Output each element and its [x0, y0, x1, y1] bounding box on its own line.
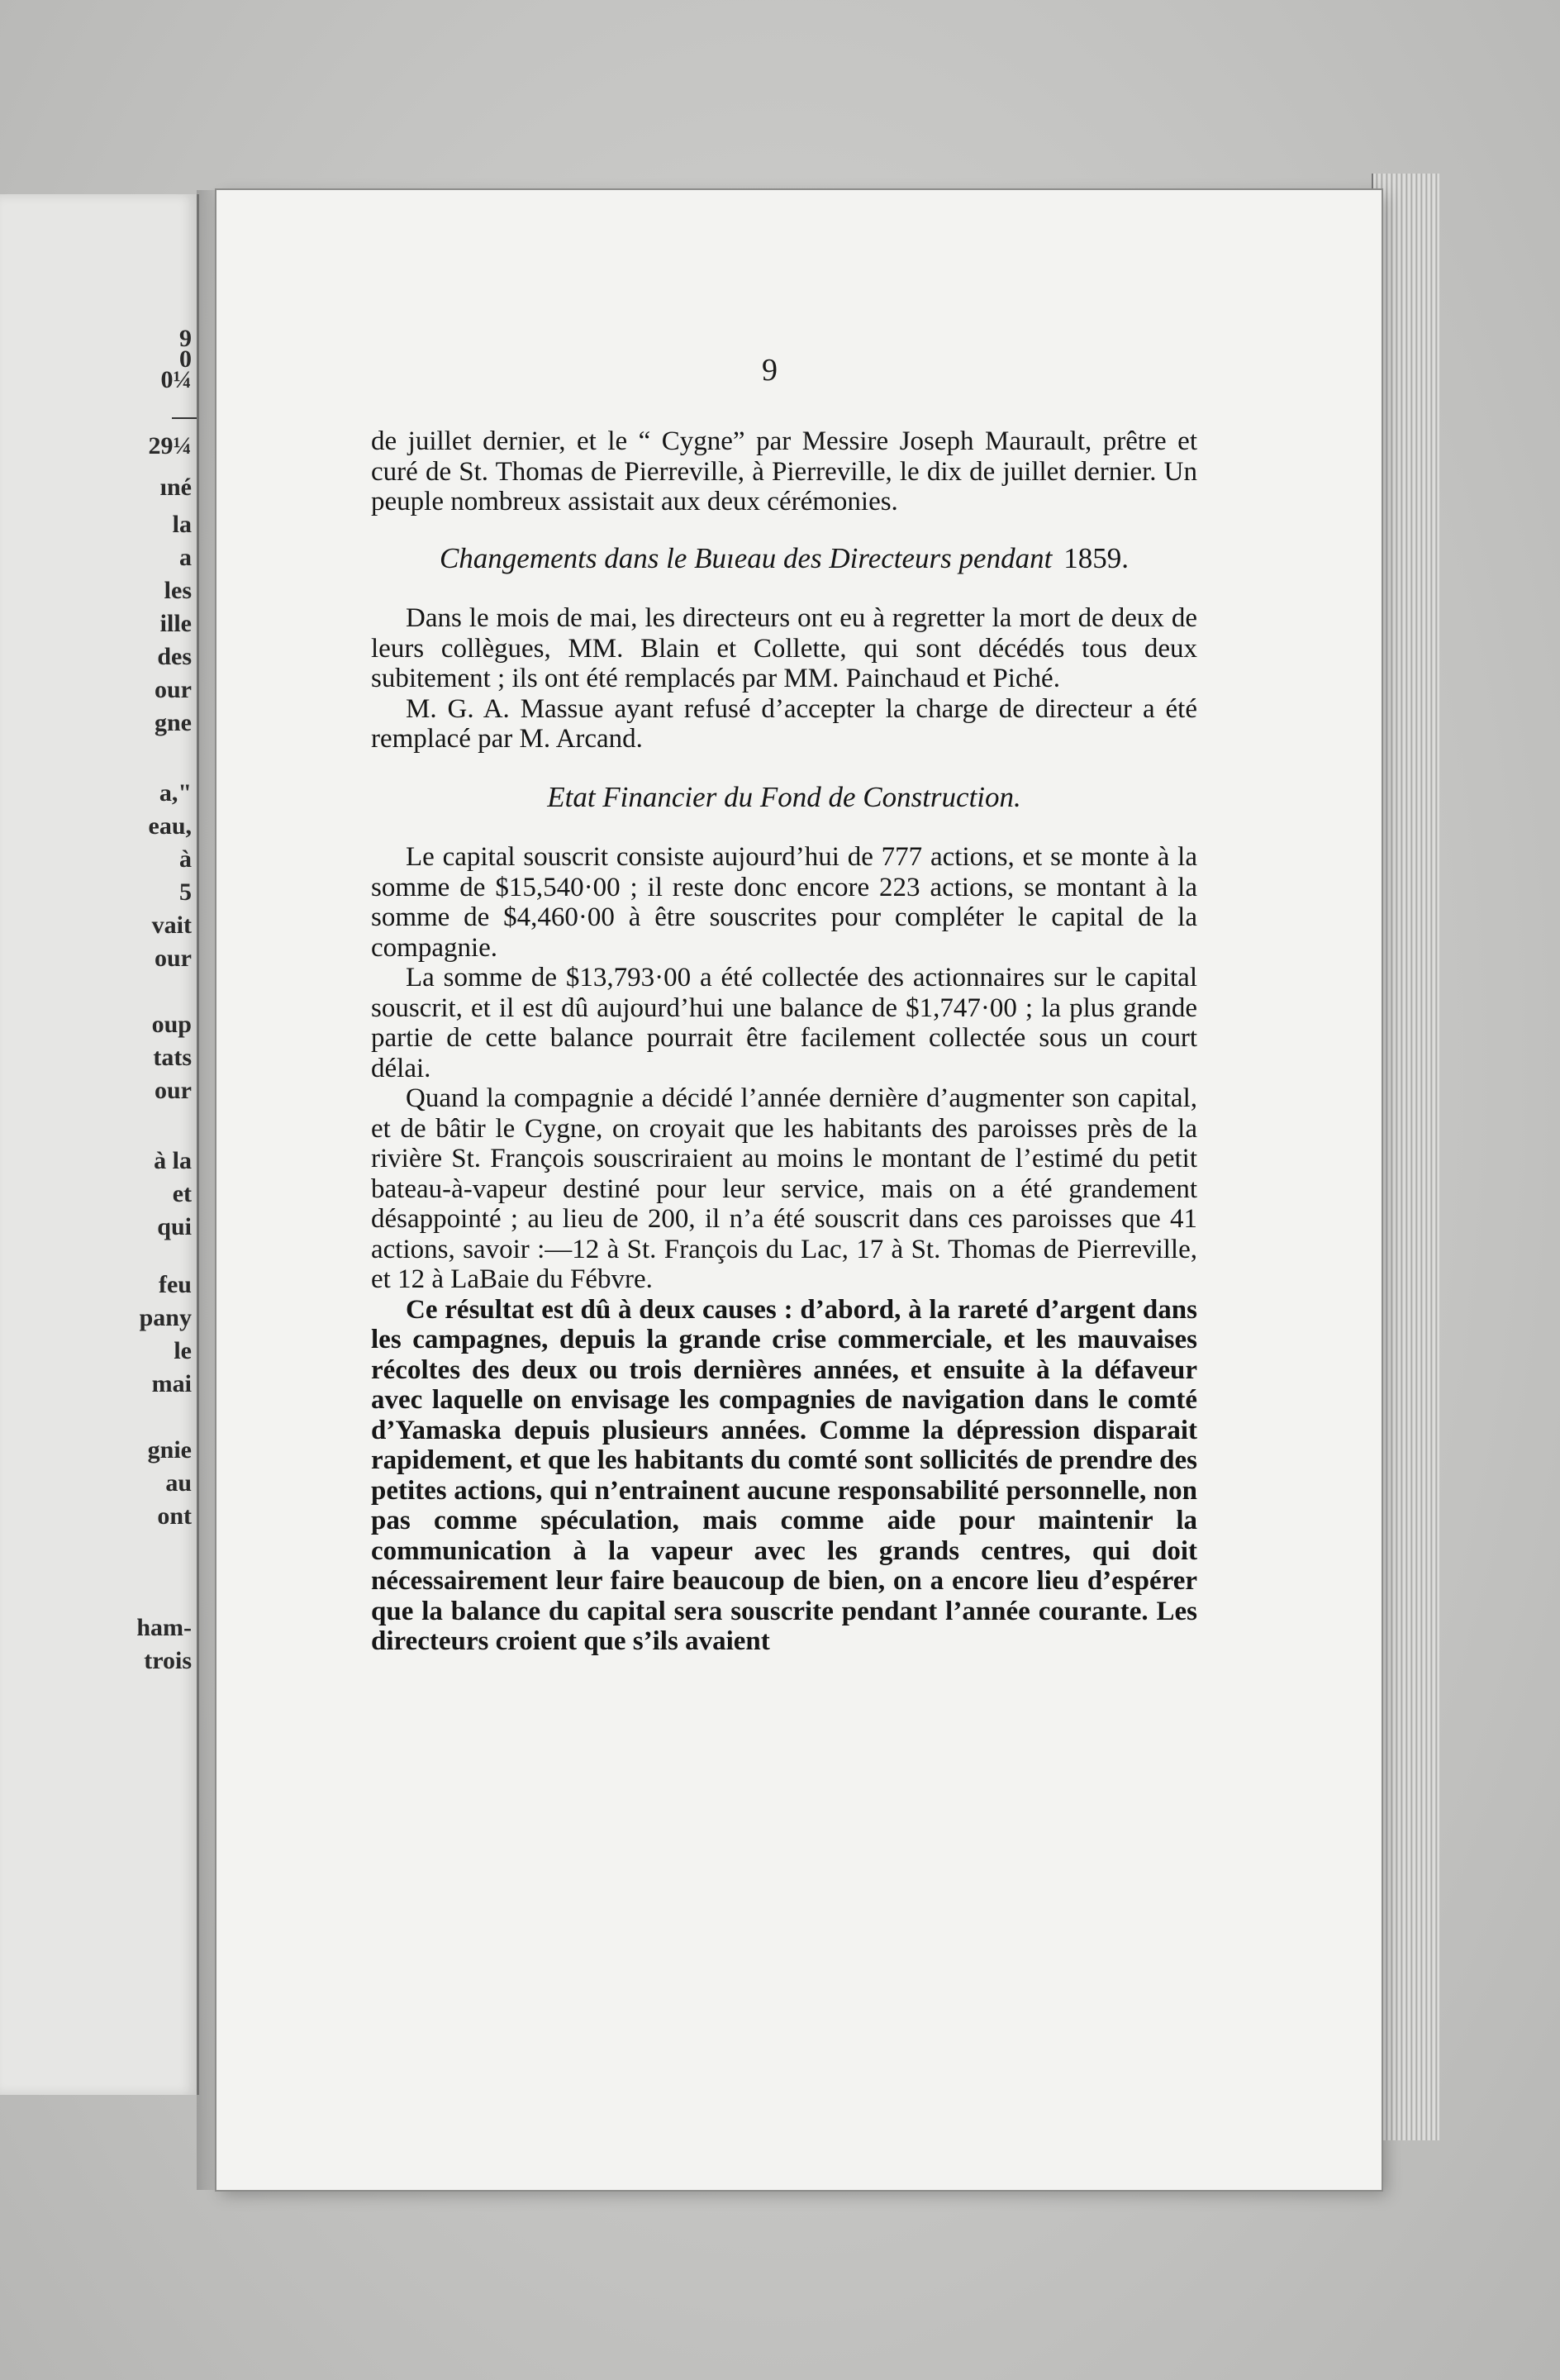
paragraph-continuation: de juillet dernier, et le “ Cygne” par Messire Joseph Maurault, prêtre et curé de St. Thomas de Pierreville, à Pierreville, le dix de juillet dernier. Un peuple nombreux assistait aux deux cérémonies. — [371, 426, 1197, 516]
left-page-fragment: trois — [144, 1647, 192, 1674]
paragraph-capital: Le capital souscrit consiste aujourd’hui de 777 actions, et se monte à la somme de $15,540·00 ; il reste donc encore 223 actions, se montant à la somme de $4,460·00 à être souscrites pour compléter le capital de la compagnie. — [371, 842, 1197, 963]
left-page-fragment: our — [155, 1077, 192, 1104]
left-page-fragment: qui — [157, 1213, 192, 1240]
left-page-fragment: 29¼ — [148, 432, 192, 459]
left-page-fragment: à la — [154, 1147, 192, 1174]
left-page-fragment: la — [172, 511, 192, 538]
left-page-rule — [172, 417, 197, 419]
left-page-fragment: gne — [155, 709, 192, 736]
left-page-fragment: le — [174, 1337, 192, 1364]
left-page-fragment: 5 — [179, 878, 192, 906]
left-page-fragment: pany — [139, 1304, 192, 1331]
left-page-fragment: des — [157, 643, 192, 670]
section-heading-directors — [371, 541, 1197, 574]
section-heading-financial: Etat Financier du Fond de Construction. — [547, 780, 1021, 813]
left-page-fragment: our — [155, 676, 192, 703]
heading-year: 1859. — [1063, 541, 1130, 574]
left-page-fragment: ont — [157, 1502, 192, 1530]
left-page-fragment: ille — [159, 610, 192, 637]
left-page-fragment: vait — [151, 912, 192, 939]
paragraph-subscription: Quand la compagnie a décidé l’année dernière d’augmenter son capital, et de bâtir le Cygne, on croyait que les habitants des paroisses près de la rivière St. François souscriraient au moins le montant de l’estimé du petit bateau-à-vapeur destiné pour leur service, mais on a été grandement désappointé ; au lieu de 200, il n’a été souscrit dans ces paroisses que 41 actions, savoir :—12 à St. François du Lac, 17 à St. Thomas de Pierreville, et 12 à LaBaie du Fébvre. — [371, 1083, 1197, 1294]
paragraph-directors-deaths: Dans le mois de mai, les directeurs ont eu à regretter la mort de deux de leurs collègues, MM. Blain et Collette, qui sont décédés tous deux subitement ; ils ont été remplacés par MM. Painchaud et Piché. — [371, 603, 1197, 693]
left-page-fragment: eau, — [148, 812, 192, 840]
paragraph-massue: M. G. A. Massue ayant refusé d’accepter la charge de directeur a été remplacé par M. Arcand. — [371, 693, 1197, 754]
paragraph-collected: La somme de $13,793·00 a été collectée des actionnaires sur le capital souscrit, et il est dû aujourd’hui une balance de $1,747·00 ; la plus grande partie de cette balance pourrait être facilement collectée sous un court délai. — [371, 963, 1197, 1083]
left-page-fragment: mai — [151, 1370, 192, 1397]
left-page-fragment: tats — [153, 1044, 192, 1071]
left-page-fragment: au — [165, 1469, 192, 1497]
page-stack-edge — [1372, 174, 1439, 2140]
page-text — [371, 426, 1197, 1657]
left-page-fragment: a — [179, 544, 192, 571]
left-page-fragment: 9 — [179, 325, 192, 352]
previous-page-edge — [0, 194, 199, 2095]
left-page-fragment: ham- — [136, 1614, 192, 1641]
left-page-fragment: a," — [159, 779, 192, 807]
left-page-fragment: ıné — [159, 474, 192, 501]
left-page-fragment: et — [172, 1180, 192, 1207]
left-page-fragment: les — [164, 577, 192, 604]
left-page-fragment: gnie — [147, 1436, 192, 1464]
book-page — [216, 190, 1382, 2190]
heading-text: Changements dans le Buıeau des Directeurs pendant — [439, 541, 1053, 574]
left-page-fragment: 0¼ — [160, 366, 192, 393]
left-page-fragment: 0 — [179, 345, 192, 373]
left-page-fragment: à — [179, 845, 192, 873]
page-number: 9 — [762, 353, 778, 388]
left-page-fragment: oup — [151, 1011, 192, 1038]
left-page-fragment: feu — [159, 1271, 192, 1298]
left-page-fragment: our — [155, 945, 192, 972]
paragraph-causes: Ce résultat est dû à deux causes : d’abord, à la rareté d’argent dans les campagnes, depuis la grande crise commerciale, et les mauvaises récoltes des deux ou trois dernières années, et ensuite à la défaveur avec laquelle on envisage les compagnies de navigation dans le comté d’Yamaska depuis plusieurs années. Comme la dépression disparait rapidement, et que les habitants du comté sont sollicités de prendre des petites actions, qui n’entrainent aucune responsabilité personnelle, non pas comme spéculation, mais comme aide pour maintenir la communication à la vapeur avec les grands centres, qui doit nécessairement leur faire beaucoup de bien, on a encore lieu d’espérer que la balance du capital sera souscrite pendant l’année courante. Les directeurs croient que s’ils avaient — [371, 1294, 1197, 1656]
